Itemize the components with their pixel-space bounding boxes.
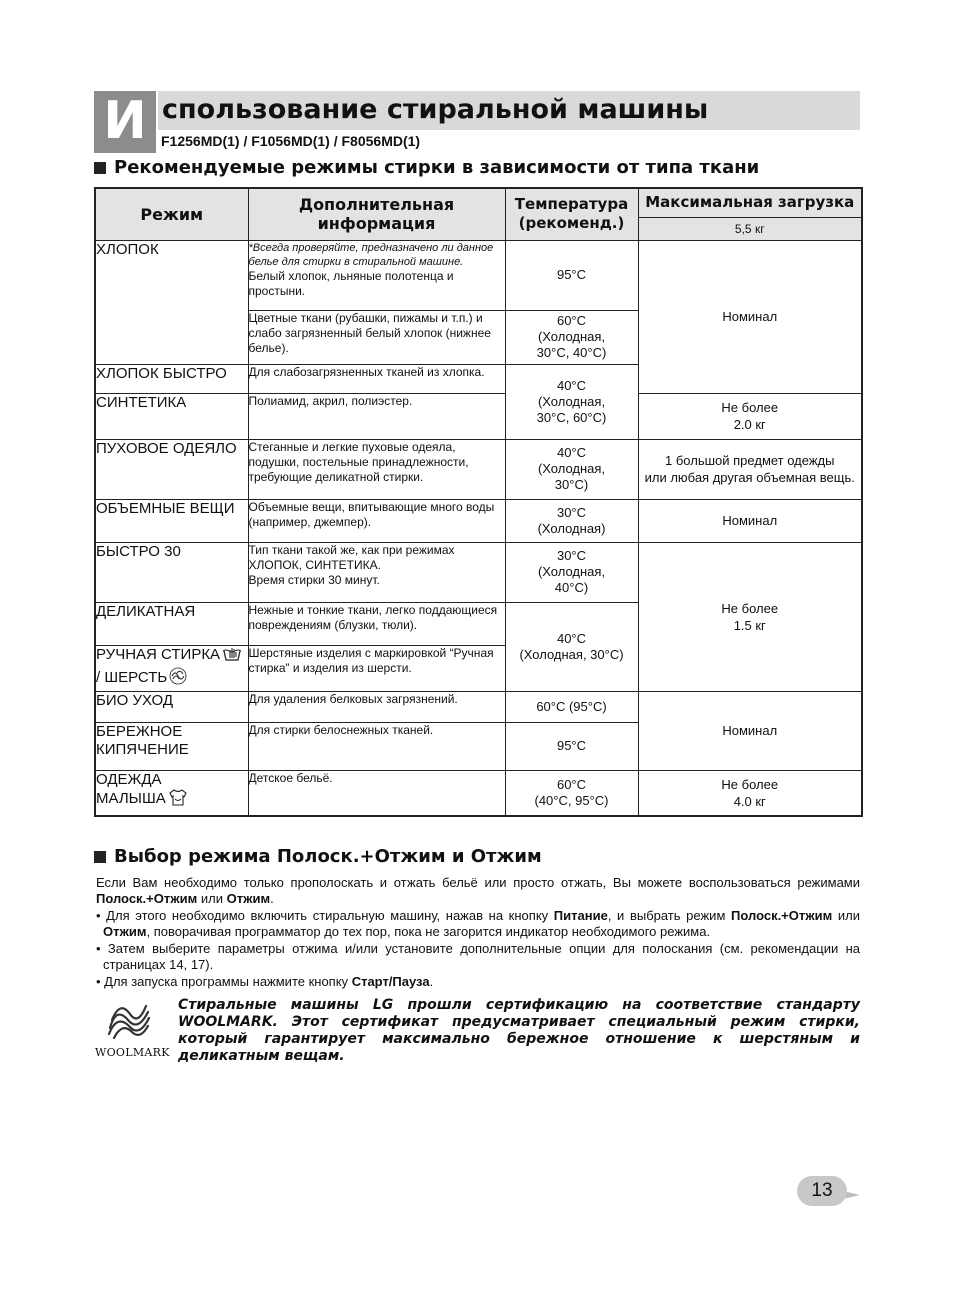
table-row (95, 542, 862, 602)
temp-cell: 60°C (40°C, 95°C) (505, 770, 638, 816)
info-cell: Для удаления белковых загрязнений. (248, 691, 505, 722)
bullet-item: • Для этого необходимо включить стиральную машину, нажав на кнопку Питание, и выбрать режим Полоск.+Отжим или Отжим, поворачивая программатор до тех пор, пока не загорится индикатор необходимого режима. (96, 908, 860, 939)
info-cell: Для слабозагрязненных тканей из хлопка. (248, 364, 505, 393)
temp-cell: 40°C (Холодная, 30°C) (505, 602, 638, 691)
mode-cell: ХЛОПОК (95, 240, 248, 364)
load-cell: Номинал (638, 691, 862, 770)
woolmark-note: Стиральные машины LG прошли сертификацию на соответствие стандарту WOOLMARK. Этот сертификат предусматривает специальный режим стирки, который гарантирует максимально бережное отношение к шерстяным и деликатным вещам. (178, 997, 860, 1064)
temp-cell: 95°C (505, 722, 638, 770)
section-heading-text: Рекомендуемые режимы стирки в зависимости от типа ткани (114, 157, 760, 178)
intro-paragraph: Если Вам необходимо только прополоскать и отжать бельё или просто отжать, Вы можете воспользоваться режимами Полоск.+Отжим или Отжим. (96, 875, 860, 906)
model-numbers: F1256MD(1) / F1056MD(1) / F8056MD(1) (161, 133, 421, 149)
col-header-load: Максимальная загрузка (638, 188, 862, 217)
mode-cell: ПУХОВОЕ ОДЕЯЛО (95, 439, 248, 499)
mode-cell: СИНТЕТИКА (95, 393, 248, 439)
page-title: спользование стиральной машины (162, 94, 709, 125)
info-cell: Тип ткани такой же, как при режимах ХЛОПОК, СИНТЕТИКА. Время стирки 30 минут. (248, 542, 505, 602)
info-cell: Для стирки белоснежных тканей. (248, 722, 505, 770)
bullet-square-icon (94, 162, 106, 174)
mode-cell: ХЛОПОК БЫСТРО (95, 364, 248, 393)
col-header-mode: Режим (95, 188, 248, 240)
load-cell: Номинал (638, 499, 862, 542)
section-heading-rinse (94, 846, 542, 867)
bullet-square-icon (94, 851, 106, 863)
table-row (95, 393, 862, 439)
table-row (95, 770, 862, 816)
table-row (95, 499, 862, 542)
wash-modes-table (94, 187, 863, 817)
mode-cell: РУЧНАЯ СТИРКА / ШЕРСТЬ (95, 645, 248, 691)
temp-cell: 60°C (95°C) (505, 691, 638, 722)
temp-cell: 60°C (Холодная, 30°C, 40°C) (505, 310, 638, 364)
temp-cell: 30°C (Холодная) (505, 499, 638, 542)
load-cell: Не более 2.0 кг (638, 393, 862, 439)
load-cell: Не более 4.0 кг (638, 770, 862, 816)
info-cell: Детское бельё. (248, 770, 505, 816)
section-heading-modes (94, 157, 759, 178)
temp-cell: 95°C (505, 240, 638, 310)
info-cell: Стеганные и легкие пуховые одеяла, подушки, постельные принадлежности, требующие деликатной стирки. (248, 439, 505, 499)
mode-cell: БЫСТРО 30 (95, 542, 248, 602)
load-cell: 1 большой предмет одежды или любая другая объемная вещь. (638, 439, 862, 499)
page-number: 13 (797, 1176, 847, 1206)
woolmark-icon (169, 667, 187, 690)
info-cell: Полиамид, акрил, полиэстер. (248, 393, 505, 439)
info-cell: Цветные ткани (рубашки, пижамы и т.п.) и слабо загрязненный белый хлопок (нижнее белье). (248, 310, 505, 364)
mode-cell: БЕРЕЖНОЕ КИПЯЧЕНИЕ (95, 722, 248, 770)
woolmark-logo-icon (104, 998, 154, 1044)
mode-cell: ОДЕЖДА МАЛЫША (95, 770, 248, 816)
section-heading-text: Выбор режима Полоск.+Отжим и Отжим (114, 846, 542, 867)
bullet-item: • Затем выберите параметры отжима и/или установите дополнительные опции для полоскания (см. рекомендации на страницах 14, 17). (96, 941, 860, 972)
info-note: *Всегда проверяйте, предназначено ли данное белье для стирки в стиральной машине. (248, 241, 494, 268)
title-initial: И (94, 91, 156, 153)
col-header-load-capacity: 5,5 кг (638, 217, 862, 240)
load-cell: Не более 1.5 кг (638, 542, 862, 691)
temp-cell: 40°C (Холодная, 30°C) (505, 439, 638, 499)
mode-cell: ОБЪЕМНЫЕ ВЕЩИ (95, 499, 248, 542)
temp-cell: 40°C (Холодная, 30°C, 60°C) (505, 364, 638, 439)
info-cell: Объемные вещи, впитывающие много воды (например, джемпер). (248, 499, 505, 542)
temp-cell: 30°C (Холодная, 40°C) (505, 542, 638, 602)
info-cell: Шерстяные изделия с маркировкой “Ручная стирка” и изделия из шерсти. (248, 645, 505, 691)
table-row (95, 439, 862, 499)
mode-cell: БИО УХОД (95, 691, 248, 722)
mode-cell: ДЕЛИКАТНАЯ (95, 602, 248, 645)
baby-clothes-icon (168, 789, 188, 811)
col-header-temp: Температура (рекоменд.) (505, 188, 638, 240)
table-row (95, 240, 862, 310)
handwash-basin-icon (222, 646, 242, 667)
info-cell: Нежные и тонкие ткани, легко поддающиеся повреждениям (блузки, тюли). (248, 602, 505, 645)
col-header-info: Дополнительная информация (248, 188, 505, 240)
woolmark-caption: WOOLMARK (95, 1046, 170, 1059)
bullet-item: • Для запуска программы нажмите кнопку Старт/Пауза. (96, 974, 434, 989)
info-cell: *Всегда проверяйте, предназначено ли данное белье для стирки в стиральной машине. Белый хлопок, льняные полотенца и простыни. (248, 240, 505, 310)
load-cell: Номинал (638, 240, 862, 393)
table-row (95, 691, 862, 722)
